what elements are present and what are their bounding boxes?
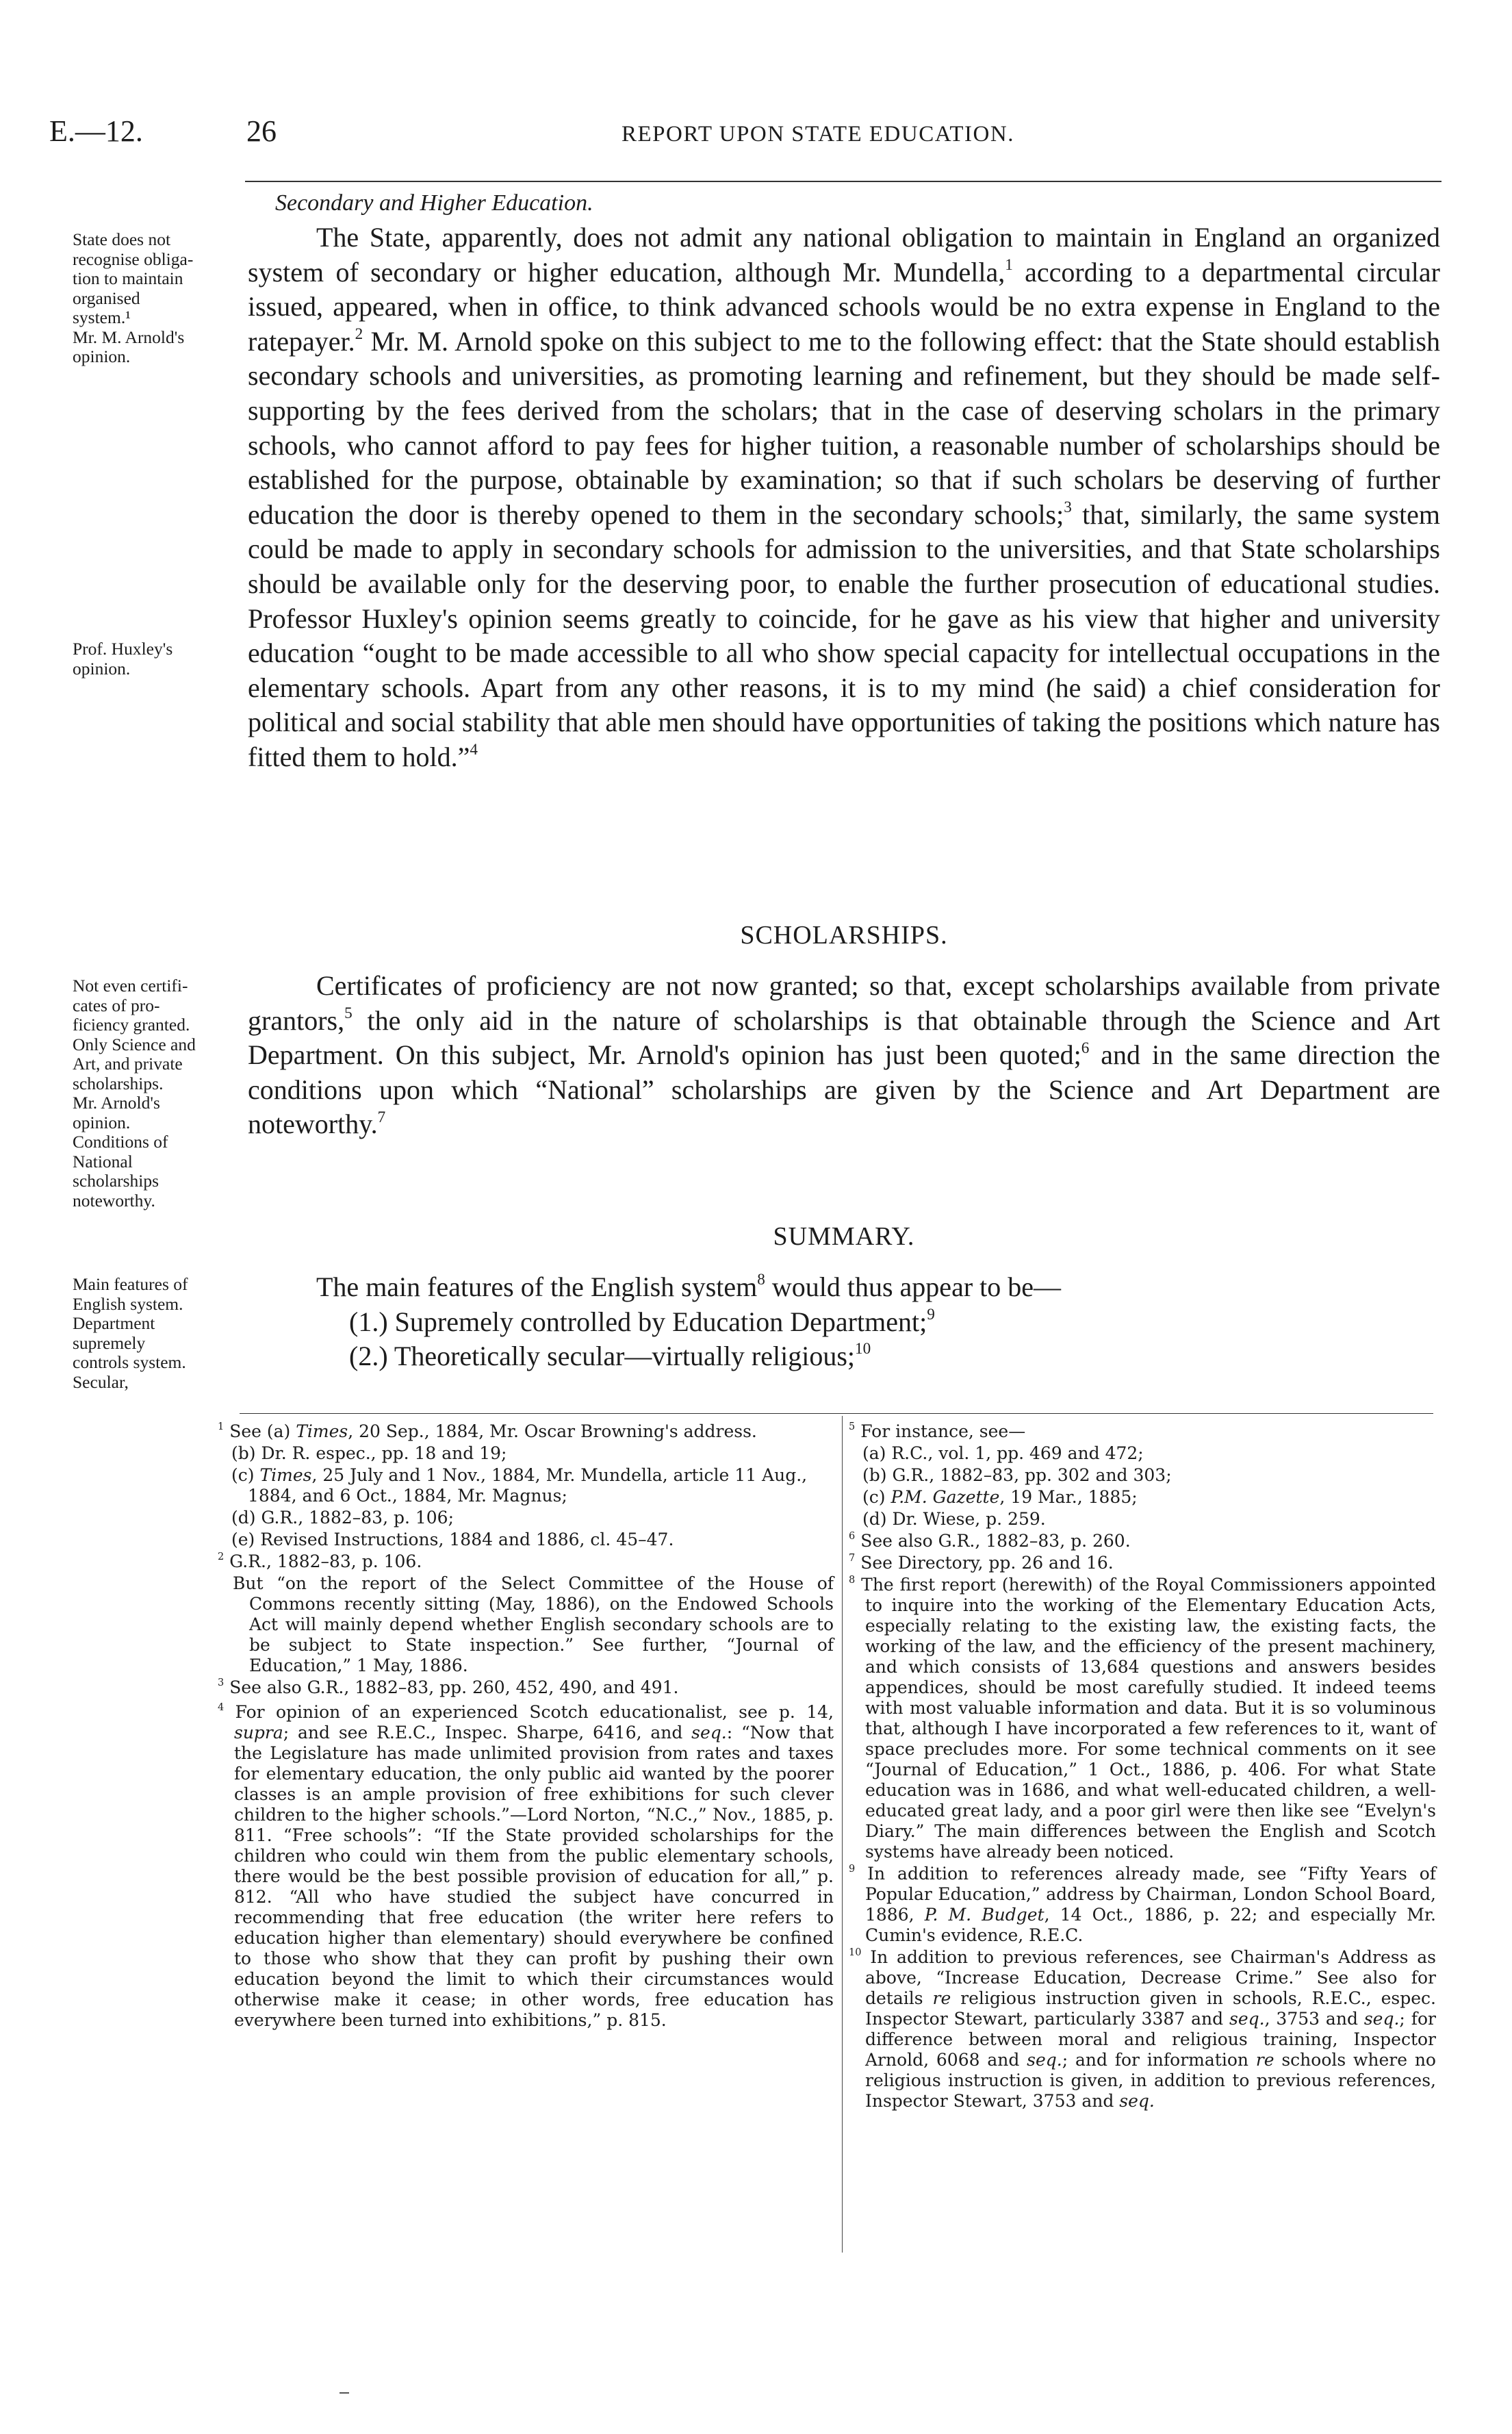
footnote-6: $^6$ See also G.R., 1882–83, p. 260.: [849, 1531, 1131, 1551]
margin-line: Mr. M. Arnold's: [73, 327, 185, 347]
margin-line: system.¹: [73, 307, 131, 327]
footnote-10: $^{10}$ In addition to previous references, see Chairman's Address as above, “Increase Education, Decrease Crime.” See also for details re religious instruction given in schools, R.E.C., espec. Inspector Stewart, particularly 3387 and seq., 3753 and seq.; for difference between moral and religious training, Inspector Arnold, 6068 and seq.; and for information re schools where no religious instruction is given, in addition to previous references, Inspector Stewart, 3753 and seq.: [849, 1947, 1436, 2111]
margin-line: opinion.: [73, 1112, 131, 1132]
margin-line: cates of pro-: [73, 995, 160, 1015]
footnote-2: $^2$ G.R., 1882–83, p. 106.: [218, 1551, 422, 1571]
margin-line: Main features of: [73, 1274, 188, 1294]
footnote-7: $^7$ See Directory, pp. 26 and 16.: [849, 1553, 1114, 1573]
scholarships-heading: SCHOLARSHIPS.: [740, 921, 948, 950]
footnote-rule: [240, 1413, 1433, 1414]
margin-line: Mr. Arnold's: [73, 1093, 160, 1113]
body-paragraph-summary: The main features of the English system$^8$ would thus appear to be—: [316, 1271, 1062, 1302]
footnote-ref: 4: [470, 741, 478, 759]
footnote-ref: 9: [927, 1306, 935, 1324]
running-title: REPORT UPON STATE EDUCATION.: [622, 122, 1014, 147]
footnote-5: $^5$ For instance, see—: [849, 1421, 1026, 1441]
margin-line: supremely: [73, 1332, 146, 1353]
footnote-ref: 1: [1005, 255, 1013, 274]
footnote-ref: 5: [344, 1004, 353, 1022]
summary-item-2: (2.) Theoretically secular—virtually religious;$^{10}$: [349, 1340, 871, 1371]
body-paragraph-scholarships: Certificates of proficiency are not now granted; so that, except scholarships available from private grantors,$^5$ the only aid in the nature of scholarships is that obtainable through the Science and Art Department. On this subject, Mr. Arnold's opinion has just been quoted;$^6$ and in the same direction the conditions upon which “National” scholarships are given by the Science and Art Department are noteworthy.$^7$: [248, 970, 1440, 1140]
margin-line: State does not: [73, 229, 171, 249]
margin-note-scholarships: [73, 976, 252, 1210]
footnote-5-b: (b) G.R., 1882–83, pp. 302 and 303;: [862, 1465, 1172, 1485]
footnote-1-e: (e) Revised Instructions, 1884 and 1886, cl. 45–47.: [231, 1530, 674, 1549]
margin-line: Art, and private: [73, 1054, 183, 1074]
margin-line: scholarships: [73, 1171, 159, 1191]
margin-line: scholarships.: [73, 1073, 164, 1093]
footnote-ref: 10: [855, 1340, 871, 1358]
margin-line: English system.: [73, 1293, 183, 1314]
body-paragraph-secondary: The State, apparently, does not admit any national obligation to maintain in England an organized system of secondary or higher education, although Mr. Mundella,$^1$ according to a departmental circular issued, appeared, when in office, to think advanced schools would be no extra expense in England to the ratepayer.$^2$ Mr. M. Arnold spoke on this subject to me to the following effect: that the State should establish secondary schools and universities, as promoting learning and refinement, but they should be made self-supporting by the fees derived from the scholars; that in the case of deserving scholars in the primary schools, who cannot afford to pay fees for higher tuition, a reasonable number of scholarships should be established for the purpose, obtainable by examination; so that if such scholars be deserving of further education the door is thereby opened to them in the secondary schools;$^3$ that, similarly, the same system could be made to apply in secondary schools for admission to the universities, and that State scholarships should be available only for the deserving poor, to enable the further prosecution of educational studies. Professor Huxley's opinion seems greatly to coincide, for he gave as his view that higher and university education “ought to be made accessible to all who show special capacity for intellectual occupations in the elementary schools. Apart from any other reasons, it is to my mind (he said) a chief consideration for political and social stability that able men should have opportunities of taking the positions which nature has fitted them to hold.”$^4$: [248, 222, 1440, 772]
margin-line: National: [73, 1151, 133, 1171]
summary-item-1: (1.) Supremely controlled by Education Department;$^9$: [349, 1306, 935, 1337]
section-heading: Secondary and Higher Education.: [275, 190, 593, 216]
print-mark: [339, 2392, 349, 2394]
footnote-1-c: (c) Times, 25 July and 1 Nov., 1884, Mr. Mundella, article 11 Aug., 1884, and 6 Oct., 1884, Mr. Magnus;: [231, 1465, 808, 1506]
footnote-column-divider: [842, 1416, 843, 2253]
footnote-ref: 3: [1064, 498, 1072, 517]
footnote-1-d: (d) G.R., 1882–83, p. 106;: [231, 1508, 454, 1527]
footnote-ref: 7: [377, 1108, 386, 1126]
margin-line: Secular,: [73, 1371, 129, 1392]
margin-line: tion to maintain: [73, 268, 183, 288]
page-number: 26: [246, 114, 277, 148]
margin-line: ficiency granted.: [73, 1015, 190, 1035]
footnote-8: $^8$ The first report (herewith) of the Royal Commissioners appointed to inquire into the working of the Elementary Education Acts, especially relating to the existing law, the existing facts, the working of the law, and the efficiency of the present machinery, and which consists of 13,684 questions and answers besides appendices, should be most carefully studied. It indeed teems with most valuable information and data. But it is so voluminous that, although I have incorporated a few references to it, want of space precludes more. For some technical comments on it see “Journal of Education,” 1 Oct., 1886, p. 406. For what State education was in 1686, and what well-educated children, a well-educated great lady, and a poor girl were then like see “Evelyn's Diary.” The main differences between the English and Scotch systems have already been noticed.: [849, 1575, 1437, 1862]
margin-line: recognise obliga-: [73, 249, 194, 269]
margin-line: Conditions of: [73, 1132, 168, 1152]
footnote-5-d: (d) Dr. Wiese, p. 259.: [862, 1509, 1046, 1529]
footnote-5-a: (a) R.C., vol. 1, pp. 469 and 472;: [862, 1443, 1144, 1463]
footnote-1: $^1$ See (a) Times, 20 Sep., 1884, Mr. Oscar Browning's address.: [218, 1421, 757, 1441]
document-code: E.—12.: [49, 114, 143, 148]
margin-note-summary: [73, 1275, 252, 1392]
margin-line: noteworthy.: [73, 1190, 155, 1210]
margin-line: Only Science and: [73, 1034, 196, 1054]
footnote-9: $^9$ In addition to references already made, see “Fifty Years of Popular Education,” address by Chairman, London School Board, 1886, P. M. Budget, 14 Oct., 1886, p. 22; and especially Mr. Cumin's evidence, R.E.C.: [849, 1864, 1436, 1945]
margin-line: Department: [73, 1313, 155, 1333]
margin-line: organised: [73, 288, 140, 308]
margin-note-huxley: [73, 639, 252, 679]
footnote-3: $^3$ See also G.R., 1882–83, pp. 260, 452, 490, and 491.: [218, 1677, 679, 1697]
margin-note-state: [73, 230, 252, 367]
footnote-4: $^4$ For opinion of an experienced Scotch educationalist, see p. 14, supra; and see R.E.C., Inspec. Sharpe, 6416, and seq.: “Now that the Legislature has made unlimited provision from rates and taxes for elementary education, the only public aid wanted by the poorer classes is an ample provision of free exhibitions for such clever children to the higher schools.”—Lord Norton, “N.C.,” Nov., 1885, p. 811. “Free schools”: “If the State provided scholarships for the children who could win them from the public elementary schools, there would be the best possible provision of education for all,” p. 812. “All who have studied the subject have concurred in recommending that free education (the writer here refers to education higher than elementary) should everywhere be confined to those who show that they can profit by pushing their own education beyond the limit to which their circumstances would otherwise make it cease; in other words, free education has everywhere been turned into exhibitions,” p. 815.: [218, 1702, 834, 2030]
header-rule: [245, 181, 1441, 182]
footnote-ref: 2: [355, 325, 363, 344]
footnotes-left-column: [218, 1421, 834, 2032]
footnote-5-c: (c) P.M. Gazette, 19 Mar., 1885;: [862, 1487, 1138, 1507]
footnote-1-b: (b) Dr. R. espec., pp. 18 and 19;: [231, 1443, 507, 1463]
margin-line: controls system.: [73, 1352, 186, 1372]
margin-line: opinion.: [73, 346, 131, 366]
margin-line: Prof. Huxley's: [73, 639, 173, 659]
footnote-ref: 8: [757, 1271, 765, 1289]
footnote-2-quote: But “on the report of the Select Committee of the House of Commons recently sitting (May, 1886), on the Endowed Schools Act will mainly depend whether English secondary schools are to be subject to State inspection.” See further, “Journal of Education,” 1 May, 1886.: [233, 1573, 834, 1675]
footnotes-right-column: [849, 1421, 1436, 2113]
summary-heading: SUMMARY.: [773, 1222, 915, 1251]
margin-line: Not even certifi-: [73, 976, 188, 996]
margin-line: opinion.: [73, 658, 131, 679]
footnote-ref: 6: [1081, 1039, 1090, 1057]
